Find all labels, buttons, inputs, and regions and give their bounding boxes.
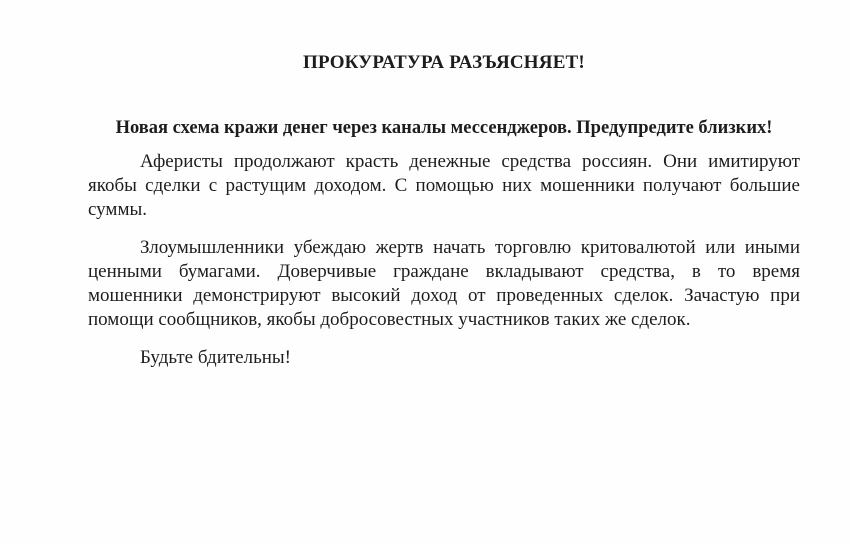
document-title: ПРОКУРАТУРА РАЗЪЯСНЯЕТ! xyxy=(303,52,585,73)
paragraph-1: Аферисты продолжают красть денежные средства россиян. Они имитируют якобы сделки с растущим доходом. С помощью них мошенники получают большие суммы. xyxy=(88,151,800,220)
document-subtitle: Новая схема кражи денег через каналы мессенджеров. Предупредите близких! xyxy=(115,118,773,138)
document-content xyxy=(88,50,800,370)
paragraph-2: Злоумышленники убеждаю жертв начать торговлю критовалютой или иными ценными бумагами. Доверчивые граждане вкладывают средства, в то время мошенники демонстрируют высокий доход от проведенных сделок. Зачастую при помощи сообщников, якобы добросовестных участников таких же сделок. xyxy=(88,237,800,330)
closing-line: Будьте бдительны! xyxy=(140,347,292,368)
